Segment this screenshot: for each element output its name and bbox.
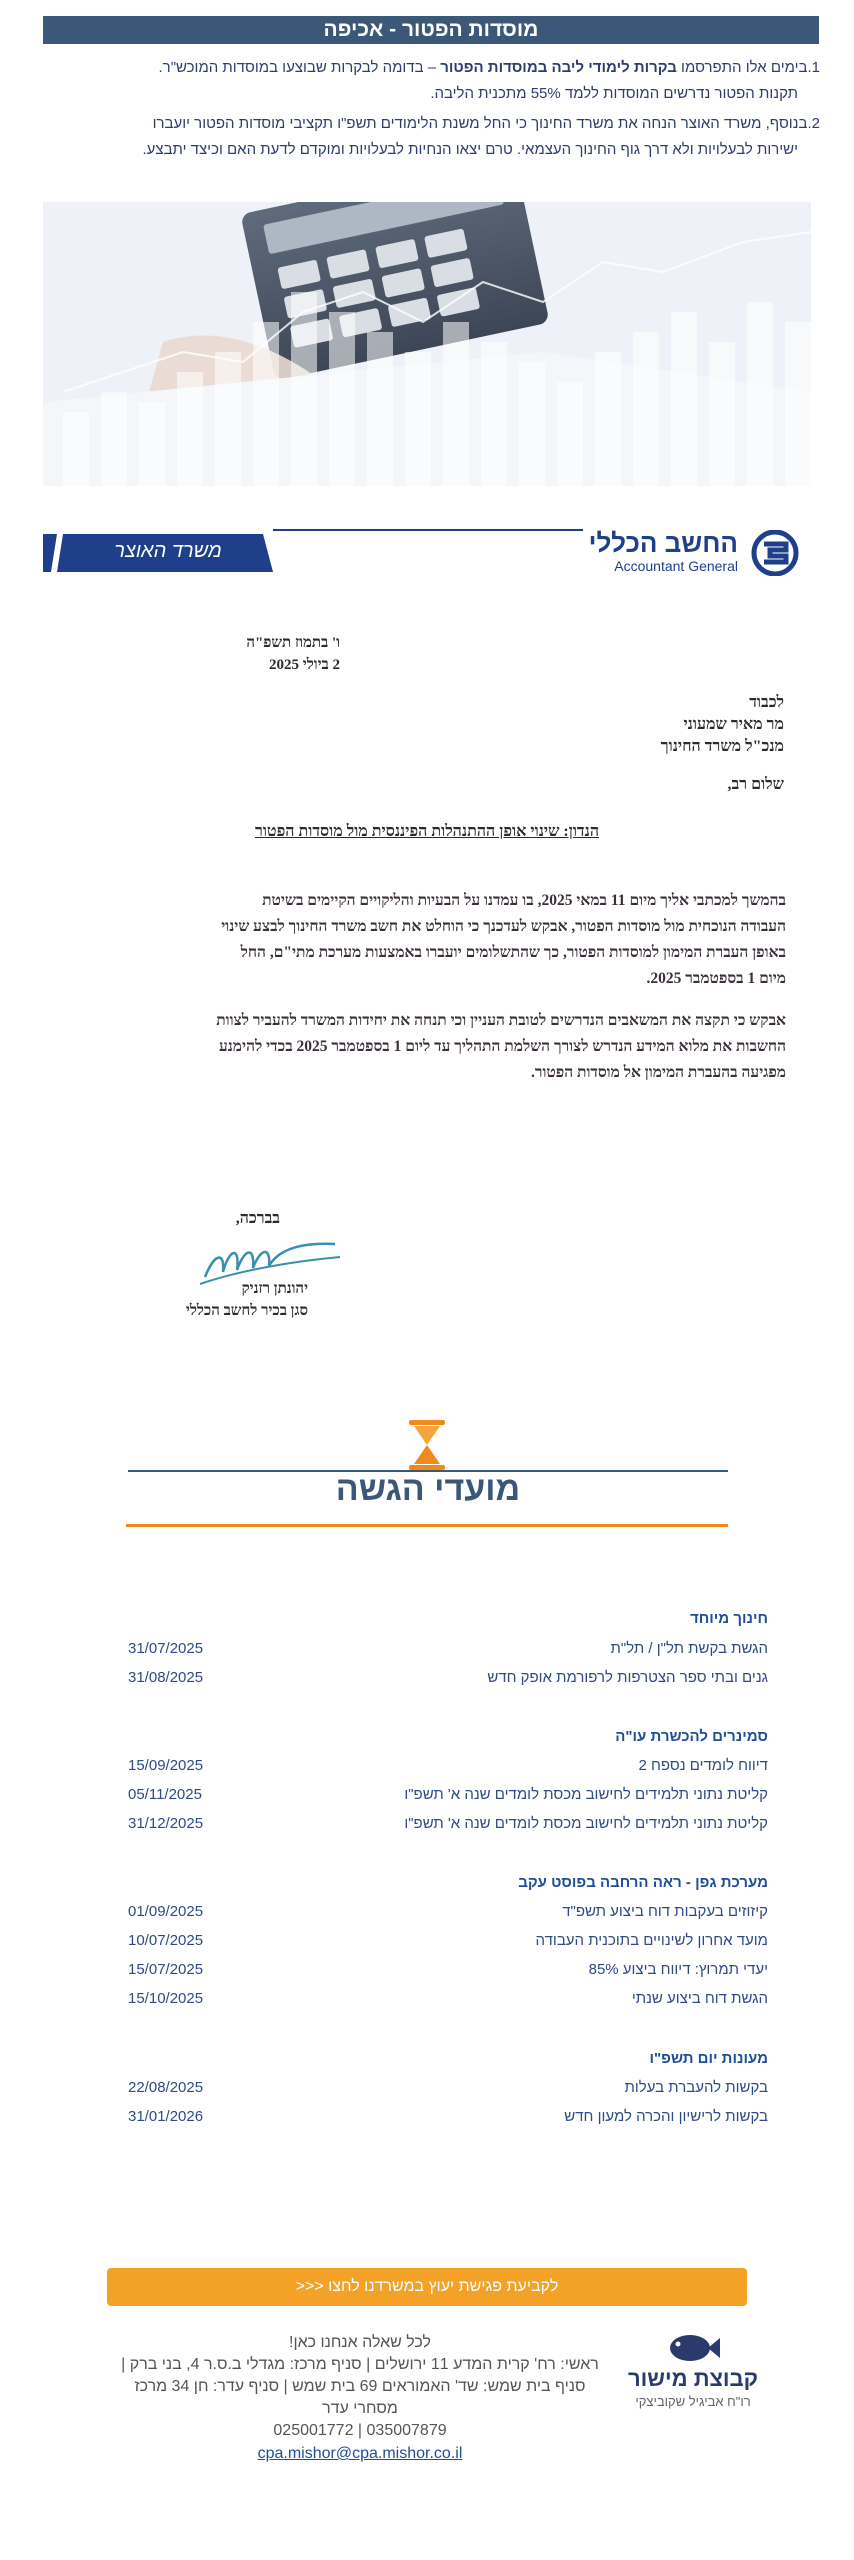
- accountant-general-logo-icon: [740, 530, 810, 576]
- letter-closing: בברכה,: [235, 1210, 280, 1227]
- intro-paragraph-2: 2.בנוסף, משרד האוצר הנחה את משרד החינוך כי החל משנת הלימודים תשפ"ו תקציבי מוסדות הפטור יועברו: [152, 115, 820, 132]
- deadline-row-date: 31/08/2025: [128, 1669, 204, 1686]
- footer-phones: 025001772 | 035007879: [273, 2422, 447, 2439]
- hero-illustration: [43, 202, 811, 486]
- fish-logo-icon: [664, 2330, 720, 2366]
- deadlines-bottom-line: [126, 1524, 728, 1527]
- letterhead: [43, 528, 813, 580]
- deadline-row-date: 22/08/2025: [128, 2079, 204, 2096]
- letter-recipient: לכבוד מר מאיר שמעוני מנכ"ל משרד החינוך: [660, 694, 784, 755]
- deadline-row-label: בקשות לרישיון והכרה למעון חדש: [564, 2108, 768, 2125]
- letter-body-1: בהמשך למכתבי אליך מיום 11 במאי 2025, בו עמדנו על הבעיות והליקויים הקיימים בשיטת העבודה הנוכחית מול מוסדות הפטור, אבקש לעדכנך כי הוחלט את חשב משרד החינוך לבצע שינוי באופן העברת המימון למוסדות הפטור, כך שהתשלומים יועברו באמצעות מערכת מתי"ם, החל מיום 1 בספטמבר 2025.: [221, 892, 786, 987]
- footer-address-3: מסחרי עדר: [322, 2400, 398, 2417]
- intro-paragraph-1-line2: תקנות הפטור נדרשים המוסדות ללמד 55% מתכנית הליבה.: [430, 85, 798, 102]
- brand-name: קבוצת מישור: [627, 2366, 759, 2391]
- letterhead-line: [273, 529, 583, 531]
- book-consultation-button[interactable]: לקביעת פגישת יעוץ במשרדנו לחצו <<<: [107, 2268, 747, 2306]
- page-title: מוסדות הפטור - אכיפה: [43, 16, 819, 44]
- deadline-row-date: 10/07/2025: [128, 1932, 204, 1949]
- deadline-row-date: 15/10/2025: [128, 1990, 204, 2007]
- intro-paragraph-1: 1.בימים אלו התפרסמו בקרות לימודי ליבה במוסדות הפטור – בדומה לבקרות שבוצעו במוסדות המוכש"ר.: [158, 59, 820, 76]
- deadline-row-label: קליטת נתוני תלמידים לחישוב מכסת לומדים שנה א' תשפ"ו: [404, 1815, 768, 1832]
- deadline-row-label: מועד אחרון לשינויים בתוכנית העבודה: [535, 1932, 768, 1949]
- deadline-row-label: קיזוזים בעקבות דוח ביצוע תשפ"ד: [562, 1903, 768, 1920]
- letter-date: ו' בתמוז תשפ"ה 2 ביולי 2025: [246, 635, 340, 673]
- footer-email-link[interactable]: cpa.mishor@cpa.mishor.co.il: [257, 2445, 463, 2462]
- deadline-row-date: 31/07/2025: [128, 1640, 204, 1657]
- accountant-general-he: החשב הכללי: [588, 528, 738, 558]
- section-heading-daycare: מעונות יום תשפ"ו: [649, 2050, 768, 2067]
- deadline-row-label: הגשת דוח ביצוע שנתי: [631, 1990, 768, 2007]
- hourglass-icon: [405, 1418, 449, 1472]
- deadline-row-label: בקשות להעברת בעלות: [624, 2079, 768, 2096]
- deadline-row-date: 15/09/2025: [128, 1757, 204, 1774]
- brand-subtitle: רו"ח אביגיל שקוביצקי: [635, 2394, 751, 2409]
- letter-greeting: שלום רב,: [727, 776, 784, 793]
- deadline-row-label: יעדי תמרוץ: דיווח ביצוע 85%: [588, 1961, 768, 1978]
- footer-address-2: סניף בית שמש: שד' האמוראים 69 בית שמש | סניף עדר: חן 34 מרכז: [134, 2378, 586, 2395]
- deadline-row-date: 05/11/2025: [128, 1786, 202, 1803]
- ministry-name: משרד האוצר: [114, 540, 222, 562]
- deadline-row-date: 31/01/2026: [128, 2108, 204, 2125]
- deadline-row-date: 31/12/2025: [128, 1815, 204, 1832]
- hero-image: [43, 202, 811, 486]
- footer-address-1: ראשי: רח' קרית המדע 11 ירושלים | סניף מרכז: מגדלי ב.ס.ר 4, בני ברק |: [121, 2356, 599, 2373]
- deadline-row-label: דיווח לומדים נספח 2: [638, 1757, 768, 1774]
- letter-signer: יהונתן רזניק סגן בכיר לחשב הכללי: [185, 1281, 308, 1319]
- deadline-row-date: 01/09/2025: [128, 1903, 204, 1920]
- accountant-general-en: Accountant General: [614, 558, 738, 574]
- section-heading-gefen: מערכת גפן - ראה הרחבה בפוסט עקב: [518, 1874, 768, 1891]
- deadline-row-label: גנים ובתי ספר הצטרפות לרפורמת אופק חדש: [487, 1669, 768, 1686]
- deadline-row-date: 15/07/2025: [128, 1961, 204, 1978]
- letter-body-2: אבקש כי תקצה את המשאבים הנדרשים לטובת העניין וכי תנחה את יחידות המשרד להעביר לצוות החשבות את מלוא המידע הנדרש לצורך השלמת התהליך עד ליום 1 בספטמבר 2025 בכדי להימנע מפגיעה בהעברת המימון אל מוסדות הפטור.: [216, 1012, 786, 1081]
- deadline-row-label: הגשת בקשת תל"ן / תל"ת: [610, 1640, 768, 1657]
- letter-subject: הנדון: שינוי אופן ההתנהלות הפיננסית מול מוסדות הפטור: [254, 823, 600, 840]
- section-heading-special-ed: חינוך מיוחד: [689, 1610, 768, 1627]
- footer-question: לכל שאלה אנחנו כאן!: [289, 2334, 431, 2351]
- deadlines-title: מועדי הגשה: [335, 1470, 521, 1508]
- deadline-row-label: קליטת נתוני תלמידים לחישוב מכסת לומדים שנה א' תשפ"ו: [404, 1786, 768, 1803]
- intro-paragraph-2-line2: ישירות לבעלויות ולא דרך גוף החינוך העצמאי. טרם יצאו הנחיות לבעלויות ומוקדם לדעת האם וכיצד יתבצע.: [142, 141, 798, 158]
- section-heading-seminars: סמינרים להכשרת עו"ה: [615, 1728, 768, 1745]
